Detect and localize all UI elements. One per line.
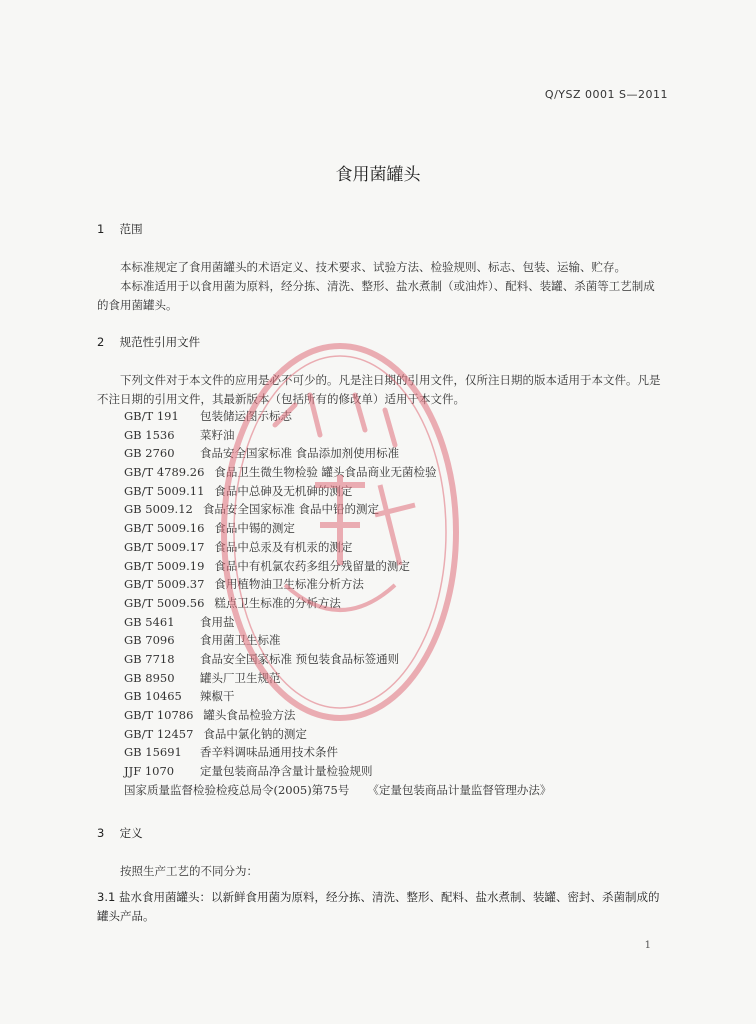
section-number: 1 — [97, 222, 105, 236]
reference-list — [124, 407, 551, 799]
reference-item: JJF 1070 定量包装商品净含量计量检验规则 — [124, 764, 373, 779]
reference-item: GB 8950 罐头厂卫生规范 — [124, 670, 281, 685]
reference-item: 国家质量监督检验检疫总局令(2005)第75号 《定量包装商品计量监督管理办法》 — [124, 782, 552, 797]
reference-item: GB/T 5009.37 食用植物油卫生标准分析方法 — [124, 577, 364, 592]
document-title: 食用菌罐头 — [335, 165, 421, 185]
reference-item: GB/T 5009.56 糕点卫生标准的分析方法 — [124, 595, 341, 610]
reference-item: GB/T 4789.26 食品卫生微生物检验 罐头食品商业无菌检验 — [124, 465, 437, 480]
reference-item: GB/T 191 包装储运图示标志 — [124, 409, 292, 423]
section-heading-references — [97, 334, 200, 350]
reference-item: GB/T 5009.17 食品中总汞及有机汞的测定 — [124, 539, 353, 554]
definition-3-1: 3.1 盐水食用菌罐头：以新鲜食用菌为原料，经分拣、清洗、整形、配料、盐水煮制、装罐、密封、杀菌制成的罐头产品。 — [97, 890, 660, 923]
section-heading-scope — [97, 221, 143, 237]
scope-paragraph-1: 本标准规定了食用菌罐头的术语定义、技术要求、试验方法、检验规则、标志、包装、运输、贮存。 — [120, 260, 626, 274]
reference-item: GB/T 5009.11 食品中总砷及无机砷的测定 — [124, 483, 353, 498]
reference-item: GB 5461 食用盐 — [124, 614, 235, 629]
reference-item: GB 2760 食品安全国家标准 食品添加剂使用标准 — [124, 446, 400, 461]
reference-item: GB/T 5009.19 食品中有机氯农药多组分残留量的测定 — [124, 558, 410, 573]
section-heading-definitions — [97, 825, 143, 841]
section-number: 3 — [97, 826, 105, 840]
scope-paragraph-2: 本标准适用于以食用菌为原料，经分拣、清洗、整形、盐水煮制（或油炸）、配料、装罐、杀菌等工艺制成的食用菌罐头。 — [97, 279, 655, 312]
definitions-intro: 按照生产工艺的不同分为： — [120, 864, 258, 878]
reference-item: GB 5009.12 食品安全国家标准 食品中铅的测定 — [124, 502, 380, 517]
document-code: Q/YSZ 0001 S—2011 — [544, 88, 668, 101]
page-number: 1 — [644, 940, 651, 951]
reference-item: GB/T 5009.16 食品中锡的测定 — [124, 521, 295, 536]
section-number: 2 — [97, 335, 105, 349]
references-intro: 下列文件对于本文件的应用是必不可少的。凡是注日期的引用文件，仅所注日期的版本适用于本文件。凡是不注日期的引用文件，其最新版本（包括所有的修改单）适用于本文件。 — [97, 373, 661, 406]
reference-item: GB 7096 食用菌卫生标准 — [124, 633, 281, 648]
reference-item: GB 1536 菜籽油 — [124, 427, 235, 442]
reference-item: GB 10465 辣椒干 — [124, 689, 235, 704]
reference-item: GB 15691 香辛料调味品通用技术条件 — [124, 745, 338, 760]
section-title: 定义 — [119, 826, 143, 840]
reference-item: GB 7718 食品安全国家标准 预包装食品标签通则 — [124, 651, 400, 666]
reference-item: GB/T 12457 食品中氯化钠的测定 — [124, 726, 307, 741]
reference-item: GB/T 10786 罐头食品检验方法 — [124, 708, 296, 722]
section-title: 范围 — [119, 222, 143, 236]
section-title: 规范性引用文件 — [119, 335, 201, 349]
